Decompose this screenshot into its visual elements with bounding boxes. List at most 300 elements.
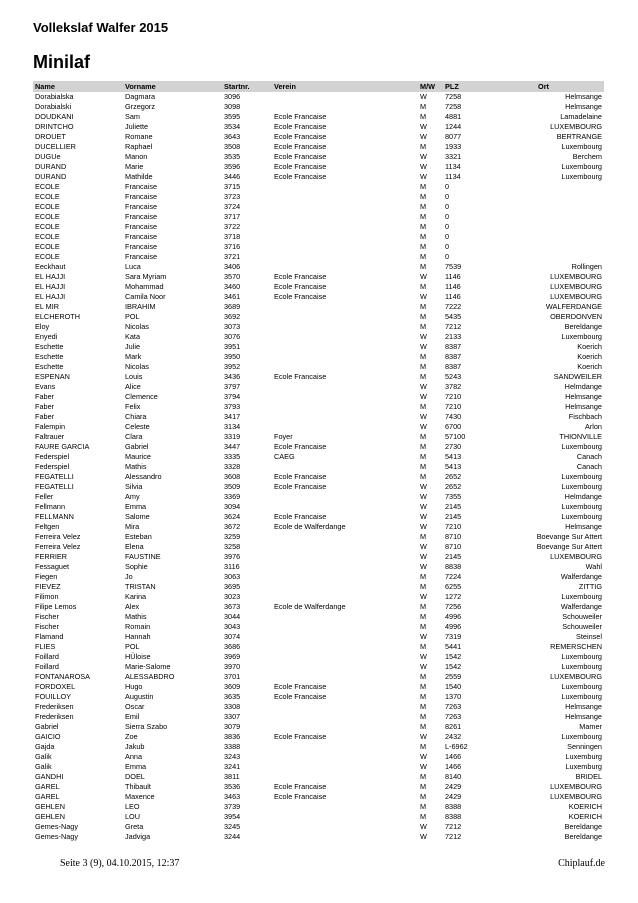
cell-vorname: Francaise xyxy=(125,202,158,211)
cell-startnr: 3570 xyxy=(224,272,241,281)
cell-mw: W xyxy=(420,92,427,101)
cell-verein: Ecole Francaise xyxy=(274,152,327,161)
cell-startnr: 3701 xyxy=(224,672,241,681)
table-row xyxy=(33,272,604,282)
cell-vorname: Francaise xyxy=(125,212,158,221)
cell-mw: M xyxy=(420,782,427,791)
cell-name: ECOLE xyxy=(35,222,60,231)
cell-verein xyxy=(272,622,418,632)
cell-startnr: 3406 xyxy=(224,262,241,271)
cell-plz: 7258 xyxy=(445,102,462,111)
cell-verein: Ecole de Walferdange xyxy=(274,602,346,611)
cell-vorname: Julie xyxy=(125,342,141,351)
cell-mw: M xyxy=(420,582,427,591)
cell-startnr: 3447 xyxy=(224,442,241,451)
cell-ort: Luxembourg xyxy=(561,142,602,151)
cell-name: Foillard xyxy=(35,662,59,671)
table-row xyxy=(33,522,604,532)
cell-mw: M xyxy=(420,212,427,221)
cell-plz: 8261 xyxy=(445,722,462,731)
cell-startnr: 3797 xyxy=(224,382,241,391)
cell-vorname: Mathis xyxy=(125,612,147,621)
cell-verein xyxy=(272,572,418,582)
cell-vorname: Anna xyxy=(125,752,143,761)
cell-ort xyxy=(483,242,604,252)
cell-verein xyxy=(272,672,418,682)
cell-plz: 8388 xyxy=(445,812,462,821)
cell-ort: LUXEMBOURG xyxy=(550,552,602,561)
cell-name: GEHLEN xyxy=(35,802,66,811)
cell-mw: W xyxy=(420,732,427,741)
cell-mw: W xyxy=(420,512,427,521)
cell-startnr: 3954 xyxy=(224,812,241,821)
cell-name: Eschette xyxy=(35,342,64,351)
cell-ort: Luxembourg xyxy=(561,442,602,451)
cell-mw: M xyxy=(420,232,427,241)
cell-ort: Walferdange xyxy=(560,572,602,581)
cell-mw: M xyxy=(420,472,427,481)
cell-startnr: 3716 xyxy=(224,242,241,251)
table-row xyxy=(33,312,604,322)
column-header-vorname: Vorname xyxy=(123,81,222,92)
cell-startnr: 3969 xyxy=(224,652,241,661)
cell-name: Galik xyxy=(35,752,52,761)
cell-mw: M xyxy=(420,102,427,111)
cell-mw: M xyxy=(420,452,427,461)
cell-verein xyxy=(272,312,418,322)
cell-mw: M xyxy=(420,792,427,801)
cell-name: FLIES xyxy=(35,642,56,651)
cell-startnr: 3328 xyxy=(224,462,241,471)
cell-ort: Walferdange xyxy=(560,602,602,611)
cell-mw: W xyxy=(420,502,427,511)
cell-mw: W xyxy=(420,652,427,661)
cell-verein: Ecole Francaise xyxy=(274,482,327,491)
cell-name: Faber xyxy=(35,402,55,411)
cell-startnr: 3245 xyxy=(224,822,241,831)
cell-startnr: 3724 xyxy=(224,202,241,211)
cell-startnr: 3508 xyxy=(224,142,241,151)
cell-ort: Helmsange xyxy=(565,92,602,101)
cell-mw: M xyxy=(420,262,427,271)
cell-startnr: 3241 xyxy=(224,762,241,771)
cell-startnr: 3460 xyxy=(224,282,241,291)
cell-startnr: 3692 xyxy=(224,312,241,321)
cell-ort xyxy=(483,182,604,192)
cell-plz: 4996 xyxy=(445,612,462,621)
table-row xyxy=(33,572,604,582)
table-row xyxy=(33,632,604,642)
cell-name: FELLMANN xyxy=(35,512,74,521)
cell-name: ELCHEROTH xyxy=(35,312,81,321)
cell-plz: 6700 xyxy=(445,422,462,431)
cell-plz: 57100 xyxy=(445,432,466,441)
cell-verein: CAEG xyxy=(274,452,295,461)
cell-plz: 2652 xyxy=(445,472,462,481)
cell-vorname: Maurice xyxy=(125,452,151,461)
table-row xyxy=(33,502,604,512)
cell-ort xyxy=(483,232,604,242)
cell-mw: M xyxy=(420,142,427,151)
cell-ort xyxy=(483,252,604,262)
cell-plz: 0 xyxy=(445,242,450,251)
cell-ort: Luxembourg xyxy=(561,682,602,691)
cell-vorname: Celeste xyxy=(125,422,150,431)
cell-vorname: Karina xyxy=(125,592,147,601)
cell-vorname: Sam xyxy=(125,112,141,121)
table-row xyxy=(33,592,604,602)
cell-name: Ferreira Velez xyxy=(35,542,81,551)
cell-ort: LUXEMBOURG xyxy=(550,122,602,131)
table-row xyxy=(33,672,604,682)
cell-ort: Helmsange xyxy=(565,102,602,111)
cell-ort: Boevange Sur Attert xyxy=(536,532,602,541)
cell-verein xyxy=(272,412,418,422)
cell-verein xyxy=(272,752,418,762)
cell-startnr: 3244 xyxy=(224,832,241,841)
cell-verein xyxy=(272,582,418,592)
cell-ort: Luxembourg xyxy=(561,692,602,701)
column-header-verein: Verein xyxy=(272,81,418,92)
cell-ort: ZITTIG xyxy=(578,582,602,591)
table-row xyxy=(33,532,604,542)
cell-ort: Schouweiler xyxy=(562,612,602,621)
cell-startnr: 3673 xyxy=(224,602,241,611)
cell-plz: 0 xyxy=(445,252,450,261)
cell-mw: W xyxy=(420,272,427,281)
cell-ort: WALFERDANGE xyxy=(545,302,602,311)
cell-startnr: 3307 xyxy=(224,712,241,721)
table-row xyxy=(33,642,604,652)
cell-plz: 8140 xyxy=(445,772,462,781)
cell-startnr: 3535 xyxy=(224,152,241,161)
table-row xyxy=(33,122,604,132)
cell-mw: M xyxy=(420,462,427,471)
cell-startnr: 3686 xyxy=(224,642,241,651)
table-row xyxy=(33,162,604,172)
cell-verein xyxy=(272,382,418,392)
cell-plz: 1146 xyxy=(445,272,461,281)
cell-vorname: HÜloise xyxy=(125,652,151,661)
cell-ort: Luxembourg xyxy=(561,512,602,521)
cell-mw: W xyxy=(420,592,427,601)
cell-name: EL HAJJI xyxy=(35,282,66,291)
cell-ort: Helmdange xyxy=(564,382,602,391)
cell-name: GAREL xyxy=(35,782,60,791)
cell-plz: 2429 xyxy=(445,792,462,801)
cell-ort: Luxembourg xyxy=(561,652,602,661)
table-row xyxy=(33,692,604,702)
cell-vorname: Francaise xyxy=(125,182,158,191)
table-row xyxy=(33,552,604,562)
cell-plz: 7258 xyxy=(445,92,462,101)
table-row xyxy=(33,662,604,672)
cell-verein: Ecole Francaise xyxy=(274,372,327,381)
cell-mw: M xyxy=(420,672,427,681)
cell-mw: W xyxy=(420,752,427,761)
table-row xyxy=(33,302,604,312)
cell-startnr: 3096 xyxy=(224,92,241,101)
cell-plz: 7212 xyxy=(445,322,462,331)
cell-startnr: 3534 xyxy=(224,122,241,131)
cell-verein xyxy=(272,212,418,222)
cell-startnr: 3319 xyxy=(224,432,241,441)
cell-name: GANDHI xyxy=(35,772,64,781)
page-info: Seite 3 (9), 04.10.2015, 12:37 xyxy=(60,858,180,869)
column-header-name: Name xyxy=(33,81,123,92)
cell-mw: M xyxy=(420,402,427,411)
cell-startnr: 3073 xyxy=(224,322,241,331)
table-body xyxy=(33,92,604,842)
cell-ort: LUXEMBOURG xyxy=(550,292,602,301)
cell-ort: Luxembourg xyxy=(561,162,602,171)
cell-name: Eschette xyxy=(35,352,64,361)
cell-ort: Luxembourg xyxy=(561,482,602,491)
table-row xyxy=(33,422,604,432)
cell-name: Foillard xyxy=(35,652,59,661)
cell-startnr: 3116 xyxy=(224,562,240,571)
cell-name: GAREL xyxy=(35,792,60,801)
cell-name: FEGATELLI xyxy=(35,482,74,491)
cell-verein xyxy=(272,362,418,372)
cell-mw: W xyxy=(420,332,427,341)
cell-plz: 0 xyxy=(445,182,450,191)
cell-ort xyxy=(483,202,604,212)
cell-plz: 1466 xyxy=(445,752,462,761)
cell-plz: 7210 xyxy=(445,522,462,531)
footer-brand: Chiplauf.de xyxy=(558,858,605,869)
cell-startnr: 3388 xyxy=(224,742,241,751)
cell-plz: 7210 xyxy=(445,402,462,411)
cell-plz: 1272 xyxy=(445,592,462,601)
cell-ort: LUXEMBOURG xyxy=(550,782,602,791)
cell-verein xyxy=(272,192,418,202)
cell-mw: M xyxy=(420,192,427,201)
cell-ort: LUXEMBOURG xyxy=(550,282,602,291)
cell-startnr: 3689 xyxy=(224,302,241,311)
cell-verein xyxy=(272,812,418,822)
cell-plz: 5435 xyxy=(445,312,462,321)
cell-mw: W xyxy=(420,822,427,831)
cell-plz: 5413 xyxy=(445,452,462,461)
table-row xyxy=(33,102,604,112)
cell-ort: Schouweiler xyxy=(562,622,602,631)
cell-name: DUGUe xyxy=(35,152,61,161)
cell-verein: Ecole Francaise xyxy=(274,112,327,121)
table-row xyxy=(33,202,604,212)
cell-name: Frederiksen xyxy=(35,702,74,711)
cell-name: Evans xyxy=(35,382,56,391)
table-row xyxy=(33,712,604,722)
cell-plz: 8387 xyxy=(445,352,462,361)
cell-mw: W xyxy=(420,632,427,641)
cell-vorname: LEO xyxy=(125,802,140,811)
cell-plz: 1542 xyxy=(445,662,462,671)
cell-ort: OBERDONVEN xyxy=(550,312,602,321)
cell-name: ESPENAN xyxy=(35,372,70,381)
cell-name: EL HAJJI xyxy=(35,272,66,281)
cell-startnr: 3718 xyxy=(224,232,241,241)
cell-plz: 7256 xyxy=(445,602,462,611)
cell-verein xyxy=(272,592,418,602)
cell-name: DURAND xyxy=(35,172,67,181)
cell-verein xyxy=(272,392,418,402)
cell-mw: W xyxy=(420,542,427,551)
cell-startnr: 3098 xyxy=(224,102,241,111)
cell-startnr: 3793 xyxy=(224,402,241,411)
cell-startnr: 3643 xyxy=(224,132,241,141)
table-row xyxy=(33,252,604,262)
cell-startnr: 3044 xyxy=(224,612,241,621)
cell-verein xyxy=(272,182,418,192)
cell-mw: W xyxy=(420,392,427,401)
cell-vorname: Grzegorz xyxy=(125,102,156,111)
cell-name: ECOLE xyxy=(35,202,60,211)
table-row xyxy=(33,172,604,182)
cell-ort: Berchem xyxy=(572,152,602,161)
cell-startnr: 3595 xyxy=(224,112,241,121)
cell-name: Faber xyxy=(35,392,55,401)
cell-ort: Luxembourg xyxy=(561,332,602,341)
cell-ort: Canach xyxy=(576,462,602,471)
cell-name: Fischer xyxy=(35,612,59,621)
cell-ort: KOERICH xyxy=(568,812,602,821)
cell-mw: W xyxy=(420,122,427,131)
cell-vorname: Hugo xyxy=(125,682,143,691)
cell-startnr: 3695 xyxy=(224,582,241,591)
cell-startnr: 3794 xyxy=(224,392,241,401)
cell-vorname: DOEL xyxy=(125,772,145,781)
cell-plz: 8387 xyxy=(445,342,462,351)
cell-name: ECOLE xyxy=(35,212,60,221)
cell-mw: M xyxy=(420,242,427,251)
cell-plz: 2145 xyxy=(445,502,462,511)
cell-ort: Wahl xyxy=(585,562,602,571)
cell-vorname: Mark xyxy=(125,352,142,361)
cell-name: ECOLE xyxy=(35,192,60,201)
table-row xyxy=(33,322,604,332)
cell-plz: 0 xyxy=(445,212,450,221)
cell-mw: M xyxy=(420,362,427,371)
cell-plz: 1466 xyxy=(445,762,462,771)
cell-ort: KOERICH xyxy=(568,802,602,811)
cell-name: Enyedi xyxy=(35,332,58,341)
cell-mw: M xyxy=(420,692,427,701)
cell-startnr: 3417 xyxy=(224,412,241,421)
cell-plz: 7355 xyxy=(445,492,462,501)
cell-name: ECOLE xyxy=(35,232,60,241)
cell-ort: LUXEMBOURG xyxy=(550,272,602,281)
cell-name: Eeckhaut xyxy=(35,262,66,271)
cell-startnr: 3608 xyxy=(224,472,241,481)
cell-mw: M xyxy=(420,532,427,541)
cell-plz: 4996 xyxy=(445,622,462,631)
cell-vorname: Alessandro xyxy=(125,472,162,481)
table-row xyxy=(33,282,604,292)
cell-verein xyxy=(272,532,418,542)
cell-verein xyxy=(272,262,418,272)
table-row xyxy=(33,792,604,802)
cell-vorname: Francaise xyxy=(125,232,158,241)
cell-name: Gemes-Nagy xyxy=(35,832,78,841)
cell-vorname: Thibault xyxy=(125,782,151,791)
cell-vorname: Clara xyxy=(125,432,143,441)
cell-mw: W xyxy=(420,382,427,391)
cell-plz: 1370 xyxy=(445,692,462,701)
cell-verein xyxy=(272,242,418,252)
table-row xyxy=(33,562,604,572)
cell-plz: 4881 xyxy=(445,112,462,121)
cell-vorname: POL xyxy=(125,642,140,651)
cell-mw: M xyxy=(420,432,427,441)
cell-verein: Ecole Francaise xyxy=(274,682,327,691)
cell-name: DROUET xyxy=(35,132,66,141)
cell-verein xyxy=(272,322,418,332)
cell-vorname: TRISTAN xyxy=(125,582,156,591)
cell-name: Faber xyxy=(35,412,55,421)
table-header-row xyxy=(33,81,604,92)
cell-startnr: 3950 xyxy=(224,352,241,361)
table-row xyxy=(33,832,604,842)
cell-vorname: Francaise xyxy=(125,192,158,201)
cell-plz: 2730 xyxy=(445,442,462,451)
cell-verein: Ecole Francaise xyxy=(274,172,327,181)
column-header-startnr: Startnr. xyxy=(222,81,272,92)
cell-name: Dorabialska xyxy=(35,92,74,101)
cell-name: DRINTCHO xyxy=(35,122,74,131)
cell-mw: W xyxy=(420,292,427,301)
cell-plz: 2133 xyxy=(445,332,462,341)
cell-ort: Senningen xyxy=(567,742,602,751)
cell-mw: M xyxy=(420,722,427,731)
cell-vorname: IBRAHIM xyxy=(125,302,156,311)
table-row xyxy=(33,492,604,502)
cell-name: Galik xyxy=(35,762,52,771)
table-row xyxy=(33,482,604,492)
cell-plz: 7319 xyxy=(445,632,462,641)
cell-ort: Helmsange xyxy=(565,522,602,531)
cell-mw: M xyxy=(420,302,427,311)
table-row xyxy=(33,542,604,552)
cell-ort: Luxembourg xyxy=(561,732,602,741)
table-row xyxy=(33,352,604,362)
cell-vorname: Elena xyxy=(125,542,144,551)
cell-startnr: 3635 xyxy=(224,692,241,701)
cell-name: Fellmann xyxy=(35,502,66,511)
table-row xyxy=(33,742,604,752)
cell-mw: W xyxy=(420,662,427,671)
cell-verein xyxy=(272,642,418,652)
cell-mw: W xyxy=(420,832,427,841)
cell-plz: 1134 xyxy=(445,162,461,171)
cell-ort: Mamer xyxy=(579,722,602,731)
cell-plz: 3321 xyxy=(445,152,462,161)
cell-ort xyxy=(483,222,604,232)
cell-vorname: Marie-Salome xyxy=(125,662,171,671)
cell-vorname: LOU xyxy=(125,812,141,821)
cell-name: Dorabialski xyxy=(35,102,72,111)
table-row xyxy=(33,222,604,232)
cell-verein xyxy=(272,762,418,772)
cell-startnr: 3836 xyxy=(224,732,241,741)
cell-verein xyxy=(272,552,418,562)
cell-ort: Bereldange xyxy=(564,322,602,331)
cell-startnr: 3715 xyxy=(224,182,241,191)
cell-verein xyxy=(272,802,418,812)
cell-plz: 2652 xyxy=(445,482,462,491)
cell-plz: 7539 xyxy=(445,262,462,271)
table-row xyxy=(33,332,604,342)
